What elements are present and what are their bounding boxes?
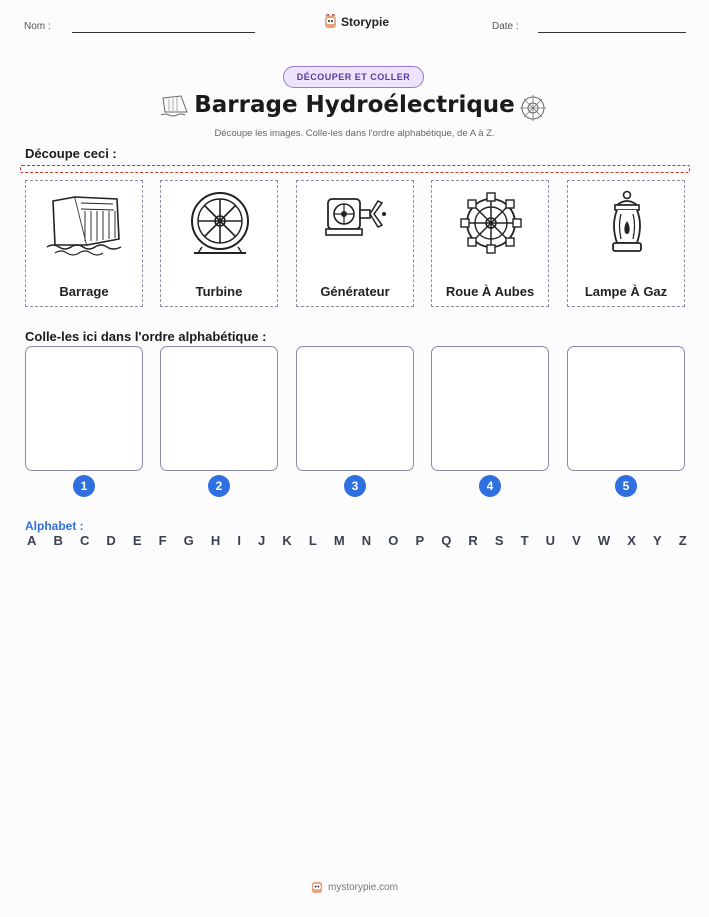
alphabet-label: Alphabet : [25,519,84,533]
alphabet-letter: G [183,533,194,548]
cut-section-label: Découpe ceci : [25,146,117,161]
name-line[interactable] [72,32,255,33]
paste-box-5[interactable] [567,346,685,471]
alphabet-letter: T [520,533,529,548]
wheel-title-icon [519,94,547,122]
order-number-2: 2 [208,475,230,497]
alphabet-letter: X [627,533,636,548]
card-label: Turbine [195,284,243,299]
alphabet-letter: K [282,533,292,548]
alphabet-letter: M [333,533,345,548]
alphabet-letter: Q [441,533,452,548]
order-number-5: 5 [615,475,637,497]
alphabet-letter: Y [652,533,662,548]
page-title: Barrage Hydroélectrique [194,92,515,118]
instructions: Découpe les images. Colle-les dans l'ordre alphabétique, de A à Z. [214,128,495,139]
alphabet-letter: H [210,533,221,548]
card-label: Barrage [59,284,109,299]
alphabet-letter: A [27,533,37,548]
turbine-wheel-icon [180,189,260,259]
footer-url[interactable]: mystorypie.com [327,881,398,893]
alphabet-letter: B [53,533,63,548]
name-label: Nom : [24,21,51,32]
alphabet-row [27,533,687,548]
alphabet-letter: P [415,533,425,548]
paste-box-3[interactable] [296,346,414,471]
alphabet-letter: N [361,533,372,548]
cut-card-generateur[interactable] [296,180,414,307]
order-number-4: 4 [479,475,501,497]
alphabet-letter: Z [678,533,687,548]
date-line[interactable] [538,32,686,33]
alphabet-letter: L [308,533,317,548]
alphabet-letter: R [468,533,478,548]
brand-logo [324,14,389,29]
storypie-mascot-icon [311,880,323,894]
generator-icon [316,189,396,259]
paddle-wheel-icon [451,189,531,259]
alphabet-letter: C [79,533,90,548]
paste-section-label: Colle-les ici dans l'ordre alphabétique : [25,329,267,344]
alphabet-letter: S [494,533,504,548]
alphabet-letter: I [237,533,241,548]
activity-badge: DÉCOUPER ET COLLER [283,66,424,88]
footer [0,880,709,894]
paste-box-1[interactable] [25,346,143,471]
alphabet-letter: O [388,533,399,548]
date-label: Date : [492,21,519,32]
order-number-3: 3 [344,475,366,497]
cut-card-lampe-a-gaz[interactable] [567,180,685,307]
card-label: Générateur [320,284,390,299]
gas-lamp-icon [587,189,667,259]
alphabet-letter: U [545,533,556,548]
alphabet-letter: J [258,533,266,548]
alphabet-letter: W [597,533,611,548]
paste-box-2[interactable] [160,346,278,471]
cut-card-barrage[interactable] [25,180,143,307]
alphabet-letter: F [158,533,167,548]
brand-name: Storypie [341,14,390,29]
cut-line [20,165,690,173]
order-number-1: 1 [73,475,95,497]
paste-box-4[interactable] [431,346,549,471]
card-label: Roue À Aubes [445,284,535,299]
alphabet-letter: E [132,533,142,548]
alphabet-letter: D [106,533,116,548]
cut-card-roue-a-aubes[interactable] [431,180,549,307]
storypie-mascot-icon [324,14,337,29]
alphabet-letter: V [572,533,581,548]
dam-icon [45,189,125,259]
card-label: Lampe À Gaz [584,284,668,299]
cut-card-turbine[interactable] [160,180,278,307]
